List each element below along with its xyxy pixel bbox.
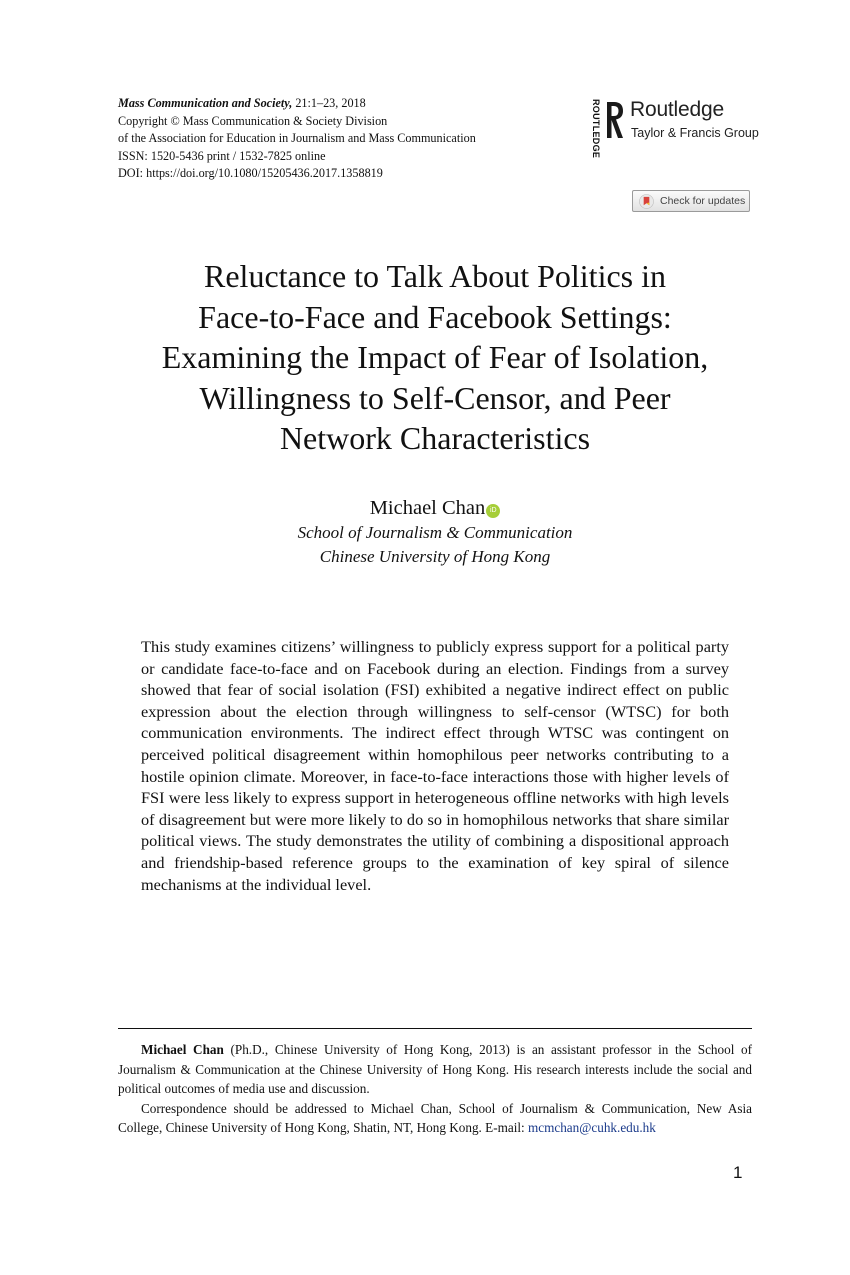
publisher-group: Taylor & Francis Group (631, 126, 759, 140)
page-number: 1 (733, 1163, 743, 1182)
affiliation-school: School of Journalism & Communication (297, 523, 573, 542)
orcid-icon[interactable]: iD (486, 504, 500, 518)
title-line: Reluctance to Talk About Politics in (204, 258, 666, 294)
logo-vertical-label: ROUTLEDGE (591, 99, 601, 159)
correspondence-text: Correspondence should be addressed to Michael Chan, School of Journalism & Communication, New Asia College, Chinese University of Hong Kong, Shatin, NT, Hong Kong. E-mail: (118, 1100, 752, 1136)
bio-text: (Ph.D., Chinese University of Hong Kong, 2013) is an assistant professor in the School of Journalism & Communication at the Chinese University of Hong Kong. His research interests include the social and political outcomes of media use and discussion. (118, 1042, 752, 1097)
author-line (150, 495, 720, 521)
publisher-name: Routledge (630, 98, 724, 121)
correspondence-note (118, 1099, 752, 1138)
abstract: This study examines citizens’ willingness to publicly express support for a political party or candidate face-to-face and on Facebook during an election. Findings from a survey showed that fear of social isolation (FSI) exhibited a negative indirect effect on public expression about the election through willingness to self-censor (WTSC) for both communication environments. The indirect effect through WTSC was contingent on perceived political disagreement within homophilous peer networks contributing to a hostile opinion climate. Moreover, in face-to-face interactions those with higher levels of FSI were less likely to express support in heterogeneous offline networks with high levels of disagreement but were more likely to do so in homophilous networks that share similar political views. The study demonstrates the utility of combining a dispositional approach and friendship-based reference groups to the examination of key spiral of silence mechanisms at the individual level. (141, 637, 729, 894)
check-for-updates-button[interactable] (632, 190, 750, 212)
crossmark-icon (639, 194, 654, 209)
doi-line[interactable]: DOI: https://doi.org/10.1080/15205436.2017.1358819 (118, 166, 383, 180)
check-for-updates-label: Check for updates (660, 195, 746, 207)
copyright-line: Copyright © Mass Communication & Society Division (118, 113, 388, 128)
bio-author-name: Michael Chan (141, 1042, 224, 1057)
email-link[interactable]: mcmchan@cuhk.edu.hk (527, 1120, 656, 1136)
journal-name: Mass Communication and Society, (118, 96, 293, 110)
title-line: Examining the Impact of Fear of Isolation, (161, 339, 709, 375)
issn-line: ISSN: 1520-5436 print / 1532-7825 online (118, 148, 326, 163)
journal-citation (118, 95, 476, 113)
logo-vertical-text (590, 98, 602, 159)
title-line: Willingness to Self-Censor, and Peer (199, 379, 671, 416)
volume-info: 21:1–23, 2018 (292, 96, 366, 110)
author-name: Michael Chan (369, 497, 486, 519)
affiliation-university: Chinese University of Hong Kong (319, 547, 551, 566)
title-line: Face-to-Face and Facebook Settings: (198, 298, 672, 335)
author-block (150, 495, 720, 569)
routledge-logo (590, 98, 760, 159)
journal-header (118, 95, 476, 183)
author-bio (118, 1040, 752, 1099)
routledge-mark-icon (604, 100, 626, 140)
footnote-divider (118, 1028, 752, 1029)
title-line: Network Characteristics (279, 420, 591, 456)
author-footnote (118, 1040, 752, 1138)
association-line: of the Association for Education in Journalism and Mass Communication (118, 131, 476, 145)
article-title (60, 256, 810, 459)
